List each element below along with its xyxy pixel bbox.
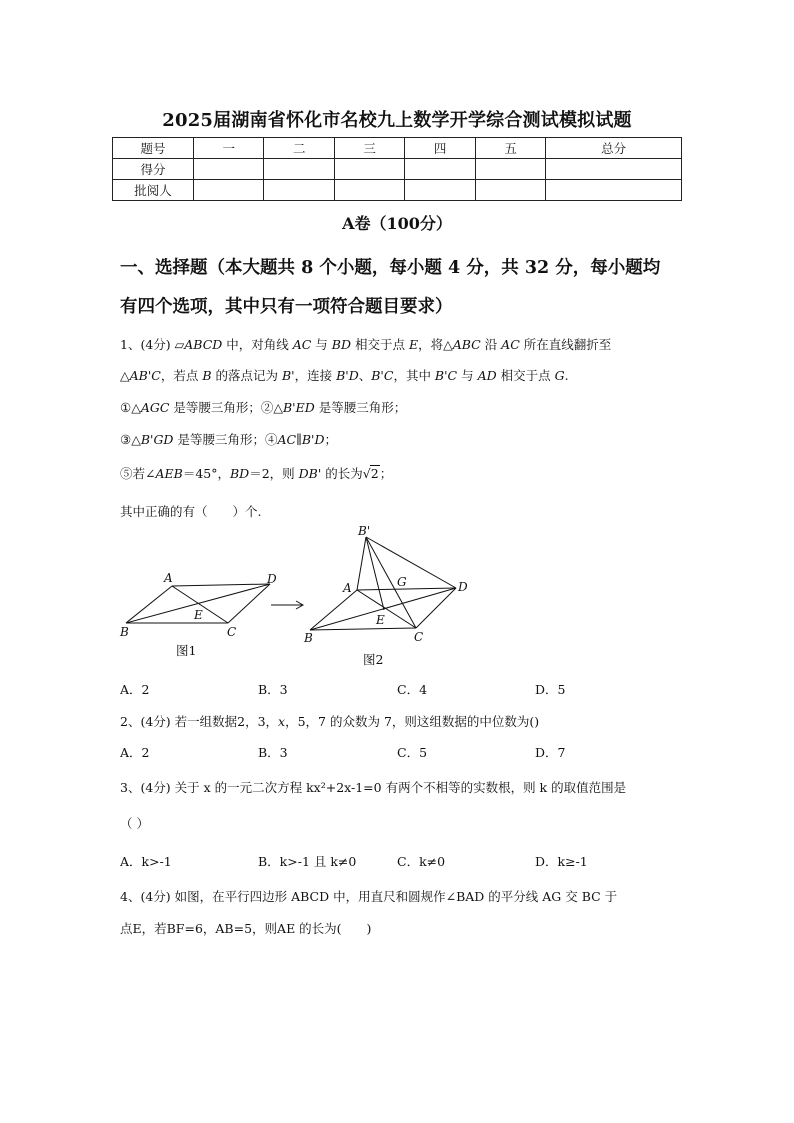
- math: G: [554, 368, 565, 383]
- text: 是等腰三角形；②△: [169, 400, 283, 415]
- label-c: C: [414, 630, 424, 644]
- text: 沿: [480, 337, 502, 352]
- table-cell: 一: [194, 138, 264, 159]
- statement-3-4: [120, 430, 337, 448]
- text: 是等腰三角形；: [314, 400, 407, 415]
- score-table: [112, 137, 682, 201]
- table-cell: 四: [405, 138, 475, 159]
- text: .: [564, 368, 569, 383]
- math: AC: [292, 337, 312, 352]
- text: 相交于点: [351, 337, 409, 352]
- statement-5: [120, 464, 392, 482]
- text: ＝2，则: [249, 466, 299, 481]
- table-row: [113, 159, 682, 180]
- text: ，其中: [393, 368, 435, 383]
- text: 2、(4分) 若一组数据2，3，: [120, 714, 279, 729]
- table-cell[interactable]: [475, 159, 545, 180]
- text: 中，对角线: [222, 337, 293, 352]
- label-e: E: [376, 613, 385, 627]
- text: ；: [324, 432, 337, 447]
- question-2: [120, 712, 539, 730]
- label-c: C: [227, 625, 237, 639]
- option-c[interactable]: C．k≠0: [397, 854, 446, 869]
- table-cell[interactable]: [264, 159, 334, 180]
- text: 相交于点: [496, 368, 555, 383]
- question-1-line1: [120, 335, 611, 353]
- text: 1、(4分) ▱: [120, 337, 185, 352]
- math: B'C: [434, 368, 458, 383]
- text: ，连接: [294, 368, 337, 383]
- question-1-line2: [120, 366, 569, 384]
- option-d[interactable]: D．7: [535, 745, 566, 760]
- sqrt-radicand: 2: [370, 466, 379, 481]
- option-b[interactable]: B．k>-1 且 k≠0: [258, 854, 357, 869]
- table-cell: 五: [475, 138, 545, 159]
- edge-bprime-e: [366, 537, 384, 610]
- table-cell: 批阅人: [113, 180, 194, 201]
- section-heading-cont: 有四个选项，其中只有一项符合题目要求）: [120, 297, 453, 317]
- option-d[interactable]: D．k≥-1: [535, 854, 588, 869]
- math: B'D: [336, 368, 359, 383]
- text: ，若点: [160, 368, 203, 383]
- option-d[interactable]: D．5: [535, 682, 566, 697]
- label-d: D: [458, 580, 468, 594]
- table-cell[interactable]: [546, 180, 682, 201]
- question-4-cont: 点E，若BF=6，AB=5，则AE 的长为( ): [120, 921, 372, 936]
- math: B'C: [371, 368, 394, 383]
- table-cell: 总分: [546, 138, 682, 159]
- text: △: [120, 368, 130, 383]
- text: 、: [358, 368, 372, 383]
- table-cell[interactable]: [264, 180, 334, 201]
- table-cell[interactable]: [194, 180, 264, 201]
- text: 是等腰三角形；④: [173, 432, 278, 447]
- label-bprime: B': [358, 524, 371, 538]
- math: B'GD: [140, 432, 174, 447]
- table-cell: 三: [334, 138, 404, 159]
- figure-2-caption: 图2: [363, 652, 384, 667]
- sqrt-icon: √: [362, 466, 371, 481]
- text: ①△: [120, 400, 141, 415]
- option-a[interactable]: A．k>-1: [120, 854, 172, 869]
- question-1-ask: 其中正确的有（ ）个.: [120, 504, 262, 519]
- math: B: [202, 368, 212, 383]
- math: B': [281, 368, 295, 383]
- math: ABC: [452, 337, 481, 352]
- section-heading: 一、选择题（本大题共 8 个小题，每小题 4 分，共 32 分，每小题均: [120, 258, 661, 278]
- edge-ad: [172, 584, 270, 586]
- table-cell: 得分: [113, 159, 194, 180]
- math: x: [278, 714, 286, 729]
- text: 与: [311, 337, 332, 352]
- question-3-cont: （ ）: [120, 816, 149, 831]
- text: 与: [457, 368, 478, 383]
- text: ＝45°，: [182, 466, 230, 481]
- math: E: [408, 337, 419, 352]
- question-4: 4、(4分) 如图，在平行四边形 ABCD 中，用直尺和圆规作∠BAD 的平分线 AG 交 BC 于: [120, 889, 618, 904]
- option-a[interactable]: A．2: [120, 745, 150, 760]
- volume-heading: A卷（100分）: [342, 214, 452, 233]
- option-c[interactable]: C．4: [397, 682, 428, 697]
- table-row: [113, 180, 682, 201]
- label-g: G: [397, 575, 407, 589]
- math: AEB: [155, 466, 183, 481]
- table-cell[interactable]: [546, 159, 682, 180]
- text: 所在直线翻折至: [519, 337, 612, 352]
- math: AC∥B'D: [277, 432, 325, 447]
- table-cell[interactable]: [405, 180, 475, 201]
- table-cell[interactable]: [334, 159, 404, 180]
- text: ③△: [120, 432, 141, 447]
- table-cell[interactable]: [405, 159, 475, 180]
- table-cell[interactable]: [334, 180, 404, 201]
- label-b: B: [304, 631, 313, 645]
- label-a: A: [164, 571, 173, 585]
- text: ；: [379, 466, 393, 481]
- text: 的落点记为: [211, 368, 282, 383]
- edge-bprime-a: [357, 537, 366, 590]
- math: DB': [298, 466, 322, 481]
- math: AD: [477, 368, 497, 383]
- edge-ab: [310, 590, 357, 630]
- table-cell[interactable]: [194, 159, 264, 180]
- math: ABCD: [184, 337, 223, 352]
- math: B'ED: [283, 400, 315, 415]
- option-a[interactable]: A．2: [120, 682, 150, 697]
- label-b: B: [120, 625, 129, 639]
- statement-1-2: [120, 398, 406, 416]
- table-row: [113, 138, 682, 159]
- table-cell[interactable]: [475, 180, 545, 201]
- label-d: D: [267, 572, 277, 586]
- label-e: E: [194, 608, 203, 622]
- label-a: A: [343, 581, 352, 595]
- option-c[interactable]: C．5: [397, 745, 428, 760]
- edge-ab: [126, 586, 172, 623]
- figure-1-caption: 图1: [176, 643, 197, 658]
- edge-bc: [310, 628, 416, 630]
- math: AGC: [140, 400, 170, 415]
- math: BD: [331, 337, 351, 352]
- figure-2: [298, 520, 478, 670]
- math: AC: [501, 337, 520, 352]
- option-b[interactable]: B．3: [258, 745, 288, 760]
- figure-1: [110, 565, 290, 665]
- diagonal-ac: [357, 590, 416, 628]
- text: ，将△: [418, 337, 453, 352]
- question-3: 3、(4分) 关于 x 的一元二次方程 kx²+2x-1=0 有两个不相等的实数根，则 k 的取值范围是: [120, 780, 627, 795]
- page-title: 2025届湖南省怀化市名校九上数学开学综合测试模拟试题: [162, 110, 632, 131]
- text: ⑤若∠: [120, 466, 156, 481]
- math: AB'C: [129, 368, 161, 383]
- text: ，5，7 的众数为 7，则这组数据的中位数为(): [285, 714, 540, 729]
- option-b[interactable]: B．3: [258, 682, 288, 697]
- table-cell: 题号: [113, 138, 194, 159]
- table-cell: 二: [264, 138, 334, 159]
- text: 的长为: [321, 466, 363, 481]
- math: BD: [229, 466, 250, 481]
